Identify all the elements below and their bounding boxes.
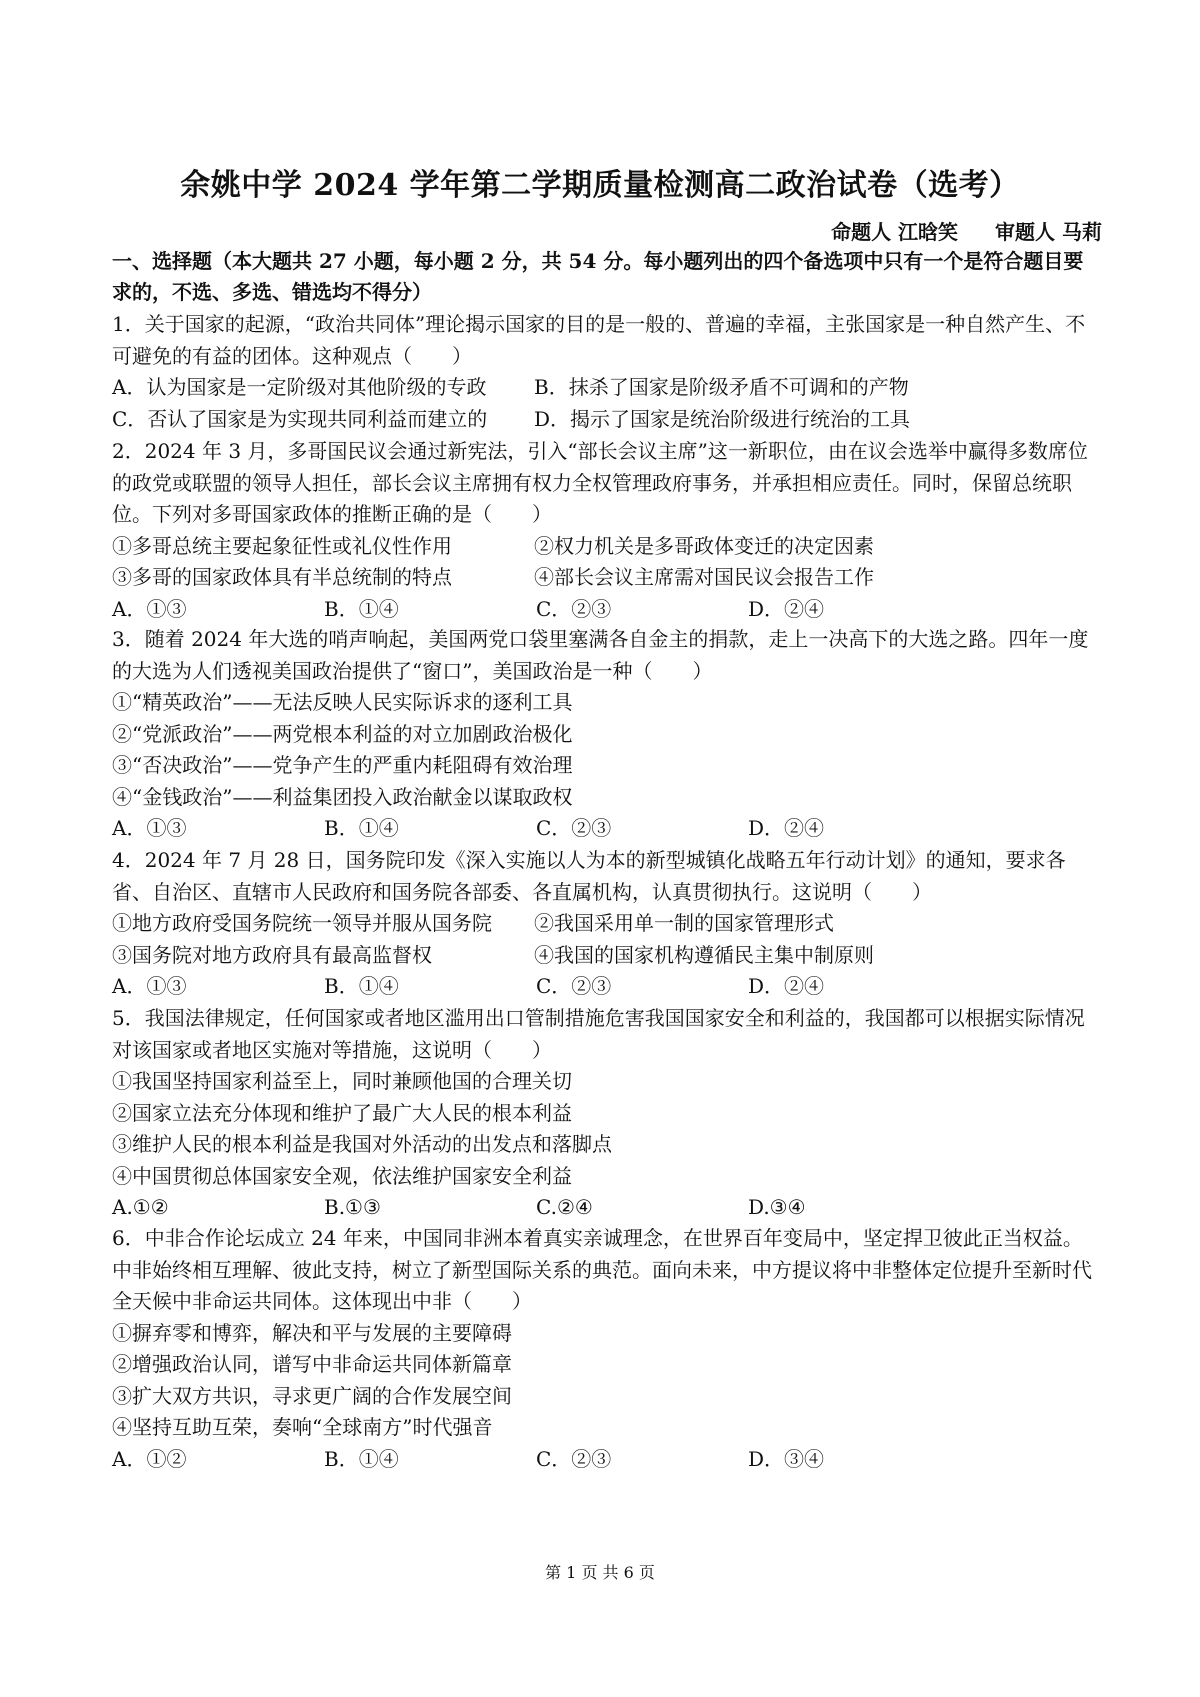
question-5-options	[112, 1192, 1102, 1224]
statement-2: ②增强政治认同，谱写中非命运共同体新篇章	[112, 1352, 512, 1376]
option-b: B．①④	[324, 816, 399, 840]
question-4-options	[112, 971, 1102, 1003]
option-b: B．①④	[324, 974, 399, 998]
option-c: C．②③	[536, 816, 612, 840]
authors-line	[801, 216, 1102, 245]
question-6-stem: 6．中非合作论坛成立 24 年来，中国同非洲本着真实亲诚理念，在世界百年变局中，坚定捍卫彼此正当权益。中非始终相互理解、彼此支持，树立了新型国际关系的典范。面向未来，中方提议将中非整体定位提升至新时代全天候中非命运共同体。这体现出中非（ ）	[112, 1226, 1092, 1313]
setter-name: 命题人 江晗笑	[831, 220, 959, 244]
option-d: D．②④	[748, 816, 825, 840]
page-title: 余姚中学 2024 学年第二学期质量检测高二政治试卷（选考）	[180, 168, 1020, 203]
option-c: C．②③	[536, 1446, 612, 1471]
option-d: D．②④	[748, 596, 825, 621]
question-4-stem: 4．2024 年 7 月 28 日，国务院印发《深入实施以人为本的新型城镇化战略五年行动计划》的通知，要求各省、自治区、直辖市人民政府和国务院各部委、各直属机构，认真贯彻执行。这说明（ ）	[112, 848, 1066, 904]
question-1	[112, 309, 1102, 435]
statement-2: ②权力机关是多哥政体变迁的决定因素	[534, 533, 874, 558]
statement-1: ①“精英政治”——无法反映人民实际诉求的逐利工具	[112, 690, 573, 714]
statement-3: ③“否决政治”——党争产生的严重内耗阻碍有效治理	[112, 753, 573, 777]
question-4-statements-row1	[112, 908, 1102, 940]
option-c: C．否认了国家是为实现共同利益而建立的	[112, 406, 488, 431]
question-5	[112, 1003, 1102, 1224]
option-a: A．①③	[112, 596, 187, 621]
option-c: C．②③	[536, 596, 612, 621]
question-2-statements-row1	[112, 531, 1102, 563]
option-c: C．②③	[536, 974, 612, 998]
question-5-stem: 5．我国法律规定，任何国家或者地区滥用出口管制措施危害我国国家安全和利益的，我国都可以根据实际情况对该国家或者地区实施对等措施，这说明（ ）	[112, 1006, 1085, 1062]
option-d: D.③④	[748, 1195, 806, 1219]
option-b: B．①④	[324, 1446, 399, 1471]
statement-4: ④坚持互助互荣，奏响“全球南方”时代强音	[112, 1415, 493, 1439]
statement-2: ②“党派政治”——两党根本利益的对立加剧政治极化	[112, 721, 573, 746]
statement-1: ①我国坚持国家利益至上，同时兼顾他国的合理关切	[112, 1069, 572, 1093]
option-b: B.①③	[324, 1195, 381, 1219]
option-b: B．①④	[324, 596, 399, 621]
statement-3: ③扩大双方共识，寻求更广阔的合作发展空间	[112, 1383, 512, 1408]
option-d: D．②④	[748, 974, 825, 998]
statement-4: ④部长会议主席需对国民议会报告工作	[534, 565, 874, 589]
statement-4: ④“金钱政治”——利益集团投入政治献金以谋取政权	[112, 784, 573, 809]
question-3-stem: 3．随着 2024 年大选的哨声响起，美国两党口袋里塞满各自金主的捐款，走上一决高下的大选之路。四年一度的大选为人们透视美国政治提供了“窗口”，美国政治是一种（ ）	[112, 627, 1089, 683]
option-a: A．①③	[112, 816, 187, 840]
reviewer-name: 审题人 马莉	[995, 220, 1102, 244]
question-2-statements-row2	[112, 562, 1102, 594]
question-4-statements-row2	[112, 940, 1102, 972]
statement-1: ①多哥总统主要起象征性或礼仪性作用	[112, 533, 452, 558]
question-1-stem: 1．关于国家的起源，“政治共同体”理论揭示国家的目的是一般的、普遍的幸福，主张国家是一种自然产生、不可避免的有益的团体。这种观点（ ）	[112, 312, 1086, 368]
statement-2: ②我国采用单一制的国家管理形式	[534, 911, 834, 935]
statement-3: ③国务院对地方政府具有最高监督权	[112, 942, 432, 967]
question-6-options	[112, 1444, 1102, 1476]
statement-2: ②国家立法充分体现和维护了最广大人民的根本利益	[112, 1100, 572, 1125]
statement-3: ③多哥的国家政体具有半总统制的特点	[112, 565, 452, 589]
question-1-options-row2	[112, 404, 1102, 436]
option-a: A.①②	[112, 1195, 169, 1219]
question-2-options	[112, 594, 1102, 626]
option-d: D．揭示了国家是统治阶级进行统治的工具	[534, 406, 911, 431]
question-6	[112, 1223, 1102, 1475]
question-1-options-row1	[112, 372, 1102, 404]
option-b: B．抹杀了国家是阶级矛盾不可调和的产物	[534, 375, 909, 399]
page-footer: 第 1 页 共 6 页	[545, 1563, 655, 1582]
statement-3: ③维护人民的根本利益是我国对外活动的出发点和落脚点	[112, 1132, 612, 1156]
section-heading: 一、选择题（本大题共 27 小题，每小题 2 分，共 54 分。每小题列出的四个备选项中只有一个是符合题目要求的，不选、多选、错选均不得分）	[112, 249, 1084, 304]
question-2-stem: 2．2024 年 3 月，多哥国民议会通过新宪法，引入“部长会议主席”这一新职位，由在议会选举中赢得多数席位的政党或联盟的领导人担任，部长会议主席拥有权力全权管理政府事务，并承担相应责任。同时，保留总统职位。下列对多哥国家政体的推断正确的是（ ）	[112, 439, 1088, 526]
option-a: A．①③	[112, 974, 187, 998]
question-3-options	[112, 813, 1102, 845]
statement-4: ④我国的国家机构遵循民主集中制原则	[534, 942, 874, 967]
question-4	[112, 845, 1102, 1003]
question-3	[112, 624, 1102, 845]
option-d: D．③④	[748, 1446, 825, 1471]
statement-1: ①地方政府受国务院统一领导并服从国务院	[112, 911, 492, 935]
question-2	[112, 436, 1102, 625]
option-a: A．①②	[112, 1446, 187, 1471]
statement-4: ④中国贯彻总体国家安全观，依法维护国家安全利益	[112, 1163, 572, 1188]
option-a: A．认为国家是一定阶级对其他阶级的专政	[112, 375, 487, 399]
statement-1: ①摒弃零和博弈，解决和平与发展的主要障碍	[112, 1320, 512, 1345]
option-c: C.②④	[536, 1195, 593, 1219]
